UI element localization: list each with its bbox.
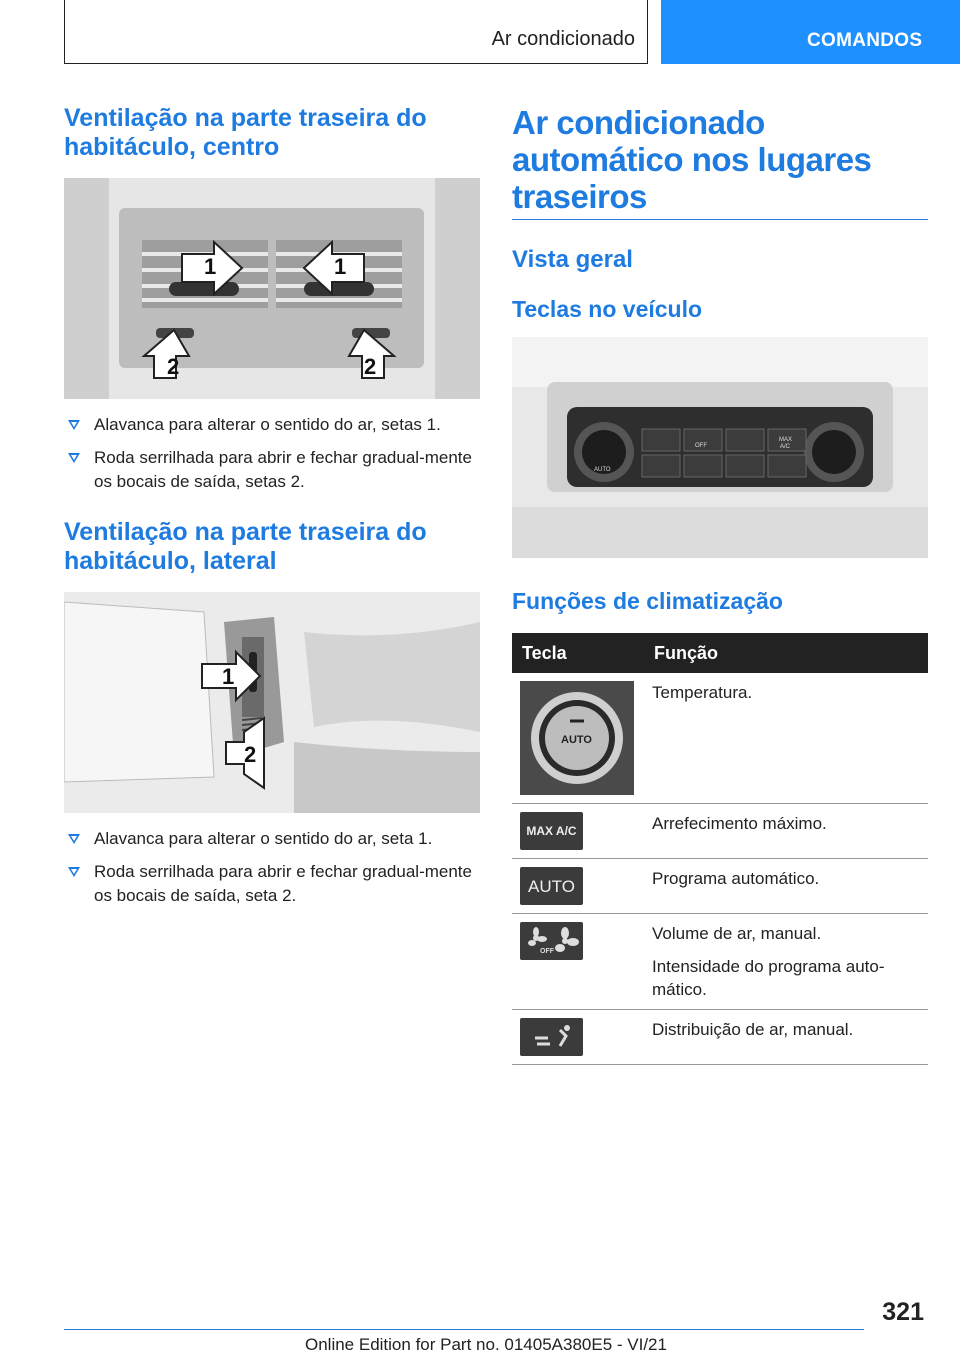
- center-vents-image: [64, 178, 480, 399]
- list-item: Roda serrilhada para abrir e fechar gradual-mente os bocais de saída, setas 2.: [64, 446, 480, 494]
- lateral-vent-heading: Ventilação na parte traseira do habitáculo, lateral: [64, 518, 427, 575]
- keys-heading: Teclas no veículo: [512, 296, 703, 322]
- column-header-function: Função: [644, 633, 928, 673]
- bullet-triangle-icon: [68, 453, 80, 463]
- auto-button-icon: AUTO: [520, 867, 583, 905]
- temperature-knob-icon: [520, 681, 634, 795]
- callout-2b: 2: [364, 354, 377, 379]
- center-vent-heading: Ventilação na parte traseira do habitáculo, centro: [64, 104, 427, 161]
- table-header-row: [512, 633, 928, 673]
- main-heading: Ar condicionado automático nos lugares traseiros: [512, 104, 872, 215]
- page-number: 321: [882, 1298, 924, 1326]
- rear-panel-image: [512, 337, 928, 558]
- callout-2a: 2: [167, 354, 180, 379]
- table-row: Distribuição de ar, manual.: [512, 1010, 928, 1065]
- table-row: AUTO Programa automático.: [512, 859, 928, 914]
- list-item: Alavanca para alterar o sentido do ar, setas 1.: [64, 413, 480, 437]
- functions-heading: Funções de climatização: [512, 588, 783, 614]
- callout-2: 2: [244, 742, 257, 767]
- section-title: Ar condicionado: [491, 28, 635, 50]
- right-column: [512, 104, 928, 1065]
- table-row: AUTO Temperatura.: [512, 673, 928, 804]
- callout-1a: 1: [204, 254, 217, 279]
- overview-heading: Vista geral: [512, 246, 633, 273]
- bullet-triangle-icon: [68, 420, 80, 430]
- lateral-vent-image: [64, 592, 480, 813]
- svg-text:AUTO: AUTO: [561, 734, 592, 746]
- header-frame: [64, 0, 648, 64]
- bullet-triangle-icon: [68, 867, 80, 877]
- lateral-vent-list: [64, 827, 480, 908]
- callout-1: 1: [222, 664, 235, 689]
- svg-text:OFF: OFF: [695, 443, 707, 449]
- max-ac-button-icon: MAX A/C: [520, 812, 583, 850]
- chapter-tab: [661, 0, 960, 64]
- callout-1b: 1: [334, 254, 347, 279]
- svg-text:MAX: MAX: [779, 437, 793, 443]
- column-header-key: Tecla: [512, 633, 644, 673]
- table-row: OFF Volume de ar, manual. Intensidade do programa auto-mático.: [512, 914, 928, 1010]
- fan-button-icon: [520, 922, 583, 960]
- list-item: Alavanca para alterar o sentido do ar, seta 1.: [64, 827, 480, 851]
- list-item: Roda serrilhada para abrir e fechar gradual-mente os bocais de saída, seta 2.: [64, 860, 480, 908]
- center-vent-list: [64, 413, 480, 494]
- svg-text:OFF: OFF: [540, 948, 554, 955]
- bullet-triangle-icon: [68, 834, 80, 844]
- chapter-tab-label: COMANDOS: [807, 30, 923, 51]
- page-header: [0, 0, 960, 66]
- footer-divider: [64, 1329, 864, 1330]
- air-distribution-icon: [520, 1018, 583, 1056]
- left-column: [64, 104, 480, 917]
- table-row: MAX A/C Arrefecimento máximo.: [512, 804, 928, 859]
- footer-edition: Online Edition for Part no. 01405A380E5 - VI/21: [305, 1335, 667, 1354]
- svg-text:AUTO: AUTO: [594, 467, 611, 473]
- svg-text:A/C: A/C: [780, 444, 791, 450]
- functions-table: [512, 633, 928, 1065]
- main-heading-block: [512, 104, 928, 220]
